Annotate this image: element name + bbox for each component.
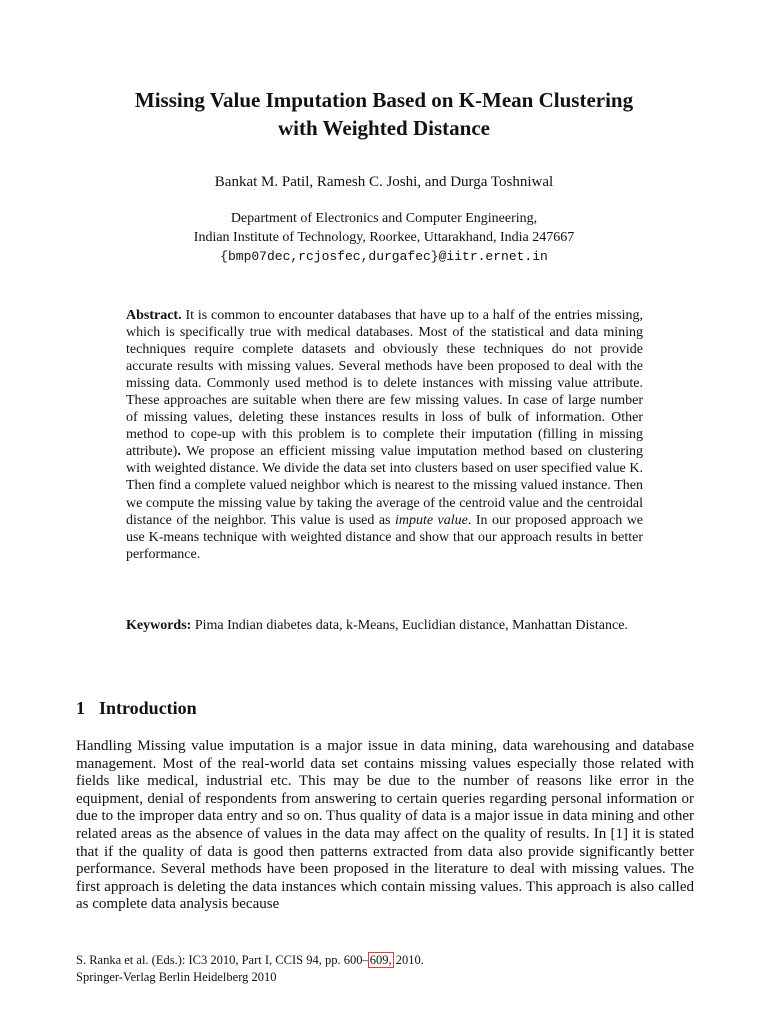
author-list: Bankat M. Patil, Ramesh C. Joshi, and Durga Toshniwal bbox=[214, 174, 554, 190]
abstract-italic-term: impute value bbox=[394, 512, 468, 528]
section-title: Introduction bbox=[99, 698, 197, 718]
affiliation-line-2: Indian Institute of Technology, Roorkee, Uttarakhand, India 247667 bbox=[193, 230, 575, 245]
section-number: 1 bbox=[76, 698, 85, 718]
keywords bbox=[126, 617, 643, 635]
footer-line-2: Springer-Verlag Berlin Heidelberg 2010 bbox=[76, 970, 277, 984]
intro-paragraph: Handling Missing value imputation is a major issue in data mining, data warehousing and database management. Most of the real-world data set contains missing values especially those related with fields like medical, industrial etc. This may be due to the number of reasons like error in the equipment, denial of respondents from answering to certain queries regarding personal information or due to the improper data entry and so on. Thus quality of data is a major issue in data mining and other related areas as the absence of values in the data may affect on the quality of results. In [1] it is stated that if the quality of data is good then patterns extracted from data also provide significantly better performance. Several methods have been proposed in the literature to deal with missing values. The first approach is deleting the data instances which contain missing values. This approach is also called as complete data analysis because bbox=[76, 738, 694, 913]
title-line-1: Missing Value Imputation Based on K-Mean Clustering bbox=[134, 88, 634, 112]
footer-citation: S. Ranka et al. (Eds.): IC3 2010, Part I, CCIS 94, pp. 600– bbox=[76, 953, 369, 967]
affiliation-line-1: Department of Electronics and Computer Engineering, bbox=[230, 211, 538, 226]
abstract bbox=[126, 307, 643, 563]
page-range-link[interactable]: 609, bbox=[369, 953, 392, 967]
section-heading bbox=[76, 698, 197, 719]
paper-title bbox=[40, 86, 728, 142]
keywords-text: Pima Indian diabetes data, k-Means, Euclidian distance, Manhattan Distance. bbox=[191, 618, 628, 633]
abstract-bold-period: . bbox=[177, 444, 181, 460]
title-line-2: with Weighted Distance bbox=[278, 116, 490, 140]
abstract-text-2: We propose an efficient missing value imputation method based on clustering with weighted distance. We divide the data set into clusters based on user specified value K. Then find a complete valued neighbor which is nearest to the missing valued instance. Then we compute the missing value by taking the average of the centroid value and the centroidal distance of the neighbor. This value is used as bbox=[126, 444, 643, 528]
abstract-label: Abstract. bbox=[126, 308, 182, 323]
abstract-text-3: . In our proposed approach we use K-means technique with weighted distance and show that our approach results in better performance. bbox=[126, 512, 644, 562]
keywords-label: Keywords: bbox=[126, 618, 192, 633]
abstract-text-1: It is common to encounter databases that have up to a half of the entries missing, which is specifically true with medical databases. Most of the statistical and data mining techniques require complete datasets and obviously these techniques do not provide accurate results with missing values. Several methods have been proposed to deal with the missing data. Commonly used method is to delete instances with missing value attribute. These approaches are suitable when there are few missing values. In case of large number of missing values, deleting these instances results in loss of bulk of information. Other method to cope-up with this problem is to complete their imputation (filling in missing attribute) bbox=[126, 308, 643, 460]
citation-footer bbox=[76, 952, 424, 986]
footer-year: 2010. bbox=[392, 953, 424, 967]
affiliation bbox=[40, 209, 728, 266]
author-emails: {bmp07dec,rcjosfec,durgafec}@iitr.ernet.in bbox=[220, 249, 548, 264]
footer-line-1 bbox=[76, 952, 424, 969]
